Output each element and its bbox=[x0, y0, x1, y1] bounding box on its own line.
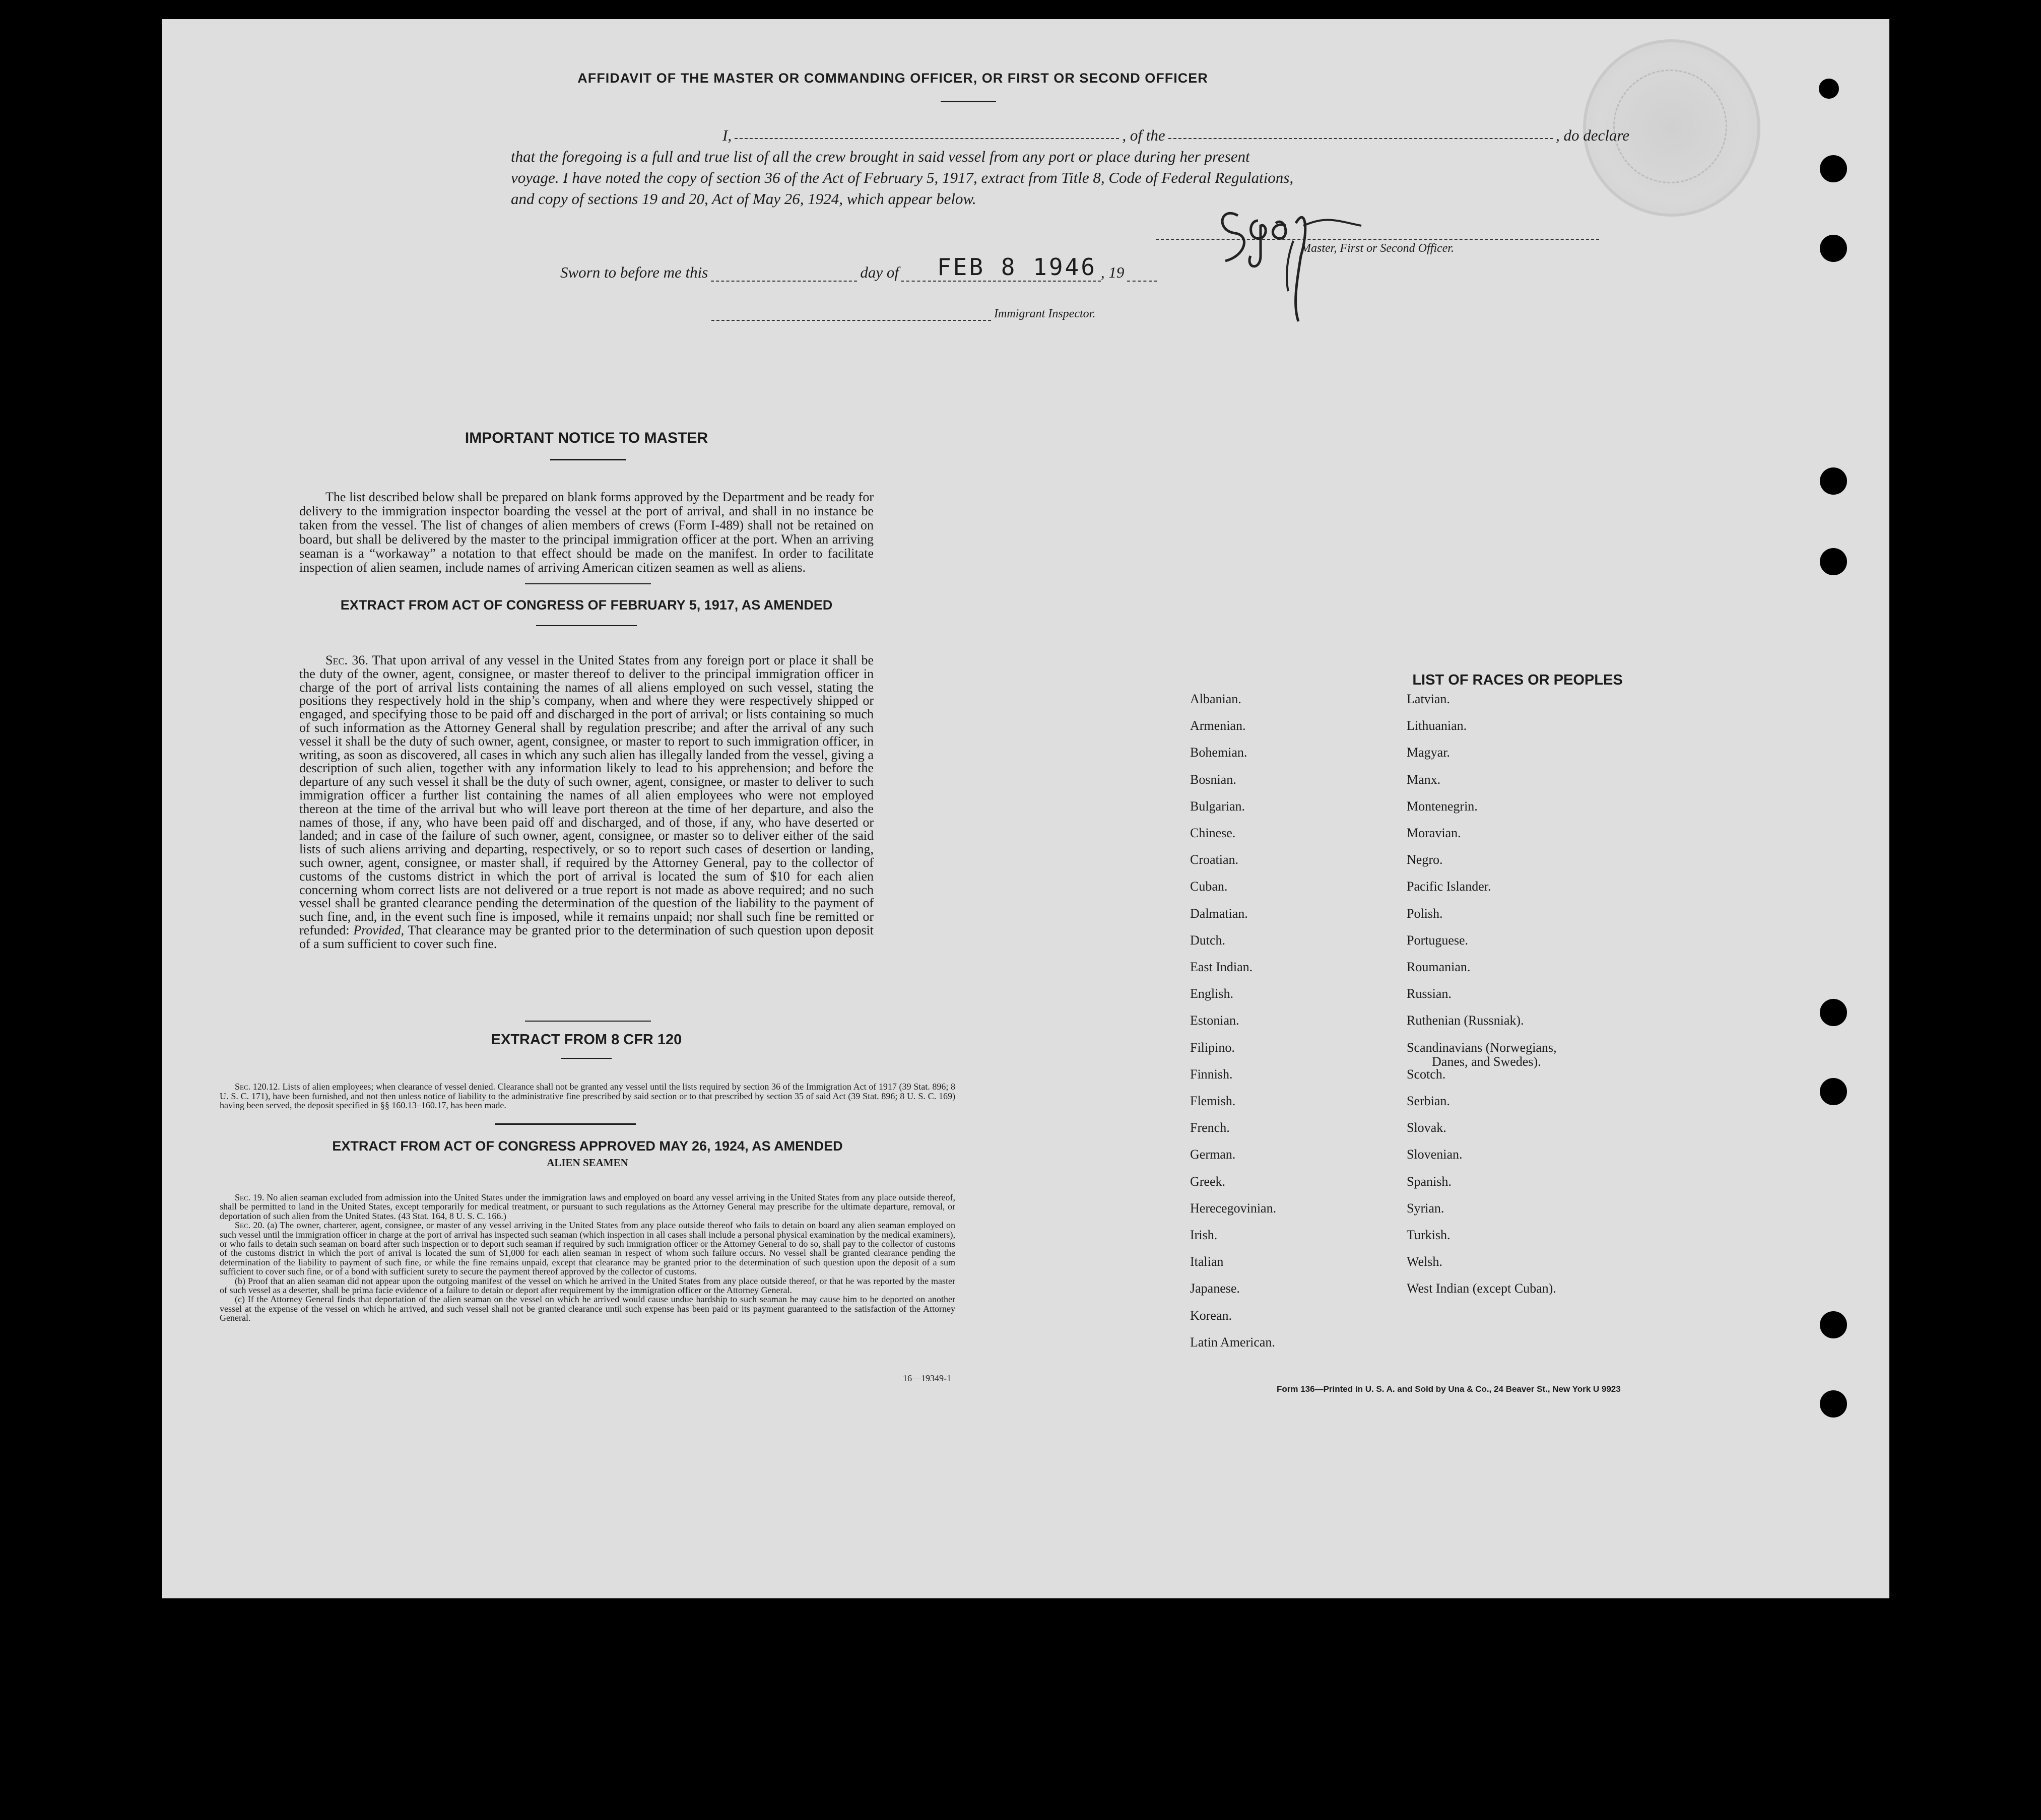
inspector-label: Immigrant Inspector. bbox=[994, 307, 1096, 320]
binder-hole bbox=[1819, 79, 1839, 99]
month-blank bbox=[901, 271, 931, 282]
race-item: Welsh. bbox=[1407, 1254, 1442, 1269]
notice-title: IMPORTANT NOTICE TO MASTER bbox=[465, 430, 708, 446]
year-blank bbox=[1127, 271, 1157, 282]
races-title: LIST OF RACES OR PEOPLES bbox=[1412, 672, 1623, 688]
binder-hole bbox=[1820, 155, 1847, 182]
race-item: Bosnian. bbox=[1190, 772, 1236, 787]
form-number: 16—19349-1 bbox=[903, 1373, 951, 1383]
form-page bbox=[162, 19, 1889, 1598]
race-item: Armenian. bbox=[1190, 718, 1246, 733]
cfr-title: EXTRACT FROM 8 CFR 120 bbox=[491, 1032, 682, 1048]
race-item: German. bbox=[1190, 1147, 1236, 1162]
race-item: Chinese. bbox=[1190, 826, 1236, 840]
year-text: , 19 bbox=[1100, 263, 1125, 281]
race-item: Danes, and Swedes). bbox=[1432, 1054, 1541, 1069]
affidavit-do-declare: , do declare bbox=[1555, 126, 1630, 144]
handwritten-signature bbox=[1210, 185, 1371, 336]
binder-hole bbox=[1820, 1078, 1847, 1105]
race-item: Lithuanian. bbox=[1407, 718, 1467, 733]
sec36-body bbox=[299, 654, 874, 951]
affidavit-text bbox=[511, 125, 1629, 210]
affidavit-of-the: , of the bbox=[1122, 126, 1165, 144]
binder-hole bbox=[1820, 999, 1847, 1026]
binder-hole bbox=[1820, 1390, 1847, 1418]
race-item: Roumanian. bbox=[1407, 960, 1471, 974]
sec36-text: That upon arrival of any vessel in the United States from any foreign port or place it shall be the duty of the owner, agent, consignee, or master thereof to deliver to the principal immigration officer in charge of the port of arrival lists containing the names of all aliens employed on such vessel, stating the positions they respectively hold in the ship’s company, when and where they were respectively shipped or engaged, and specifying those to be paid off and discharged in the port of arrival; or lists containing so much of such information as the Attorney General shall by regulation prescribe; and after the arrival of any such vessel it shall be the duty of such owner, agent, consignee, or master to report to such immigration officer, in writing, as soon as discovered, all cases in which any such alien has illegally landed from the vessel, giving a description of such alien, together with any information likely to lead to his apprehension; and before the departure of any such vessel it shall be the duty of such owner, agent, consignee, or master to deliver to such immigration officer a further list containing the names of all alien employees who were not employed thereon at the time of the arrival but who will leave port thereon at the time of her departure, and also the names of those, if any, who have been paid off and discharged, and of those, if any, who have deserted or landed; and in case of the failure of such owner, agent, consignee, or master so to deliver either of the said lists of such aliens arriving and departing, respectively, or so to report such cases of desertion or landing, such owner, agent, consignee, or master shall, if required by the Attorney General, pay to the collector of customs of the customs district in which the port of arrival is located the sum of $10 for each alien concerning whom correct lists are not delivered or a true report is not made as above required; and no such vessel shall be granted clearance pending the determination of the question of the liability to the payment of such fine, and, in the event such fine is imposed, while it remains unpaid; nor shall such fine be remitted or refunded: bbox=[299, 653, 874, 937]
race-item: Albanian. bbox=[1190, 692, 1241, 706]
notice-body bbox=[299, 490, 874, 575]
act1924-body bbox=[220, 1193, 955, 1323]
affidavit-title: AFFIDAVIT OF THE MASTER OR COMMANDING OFFICER, OR FIRST OR SECOND OFFICER bbox=[577, 71, 1208, 86]
affidavit-line-2: that the foregoing is a full and true list of all the crew brought in said vessel from any port or place during her present bbox=[511, 148, 1250, 165]
binder-hole bbox=[1820, 548, 1847, 575]
race-item: Montenegrin. bbox=[1407, 798, 1478, 814]
race-item: Syrian. bbox=[1407, 1200, 1444, 1216]
race-item: Estonian. bbox=[1190, 1013, 1239, 1028]
sec36-bottom-rule bbox=[525, 1021, 651, 1022]
sec20c-paragraph bbox=[220, 1295, 955, 1322]
race-item: Slovenian. bbox=[1407, 1147, 1463, 1162]
race-item: Scandinavians (Norwegians, bbox=[1407, 1040, 1557, 1055]
race-item: Spanish. bbox=[1407, 1174, 1452, 1189]
race-item: East Indian. bbox=[1190, 960, 1253, 974]
race-item: Dutch. bbox=[1190, 932, 1226, 948]
notice-bottom-rule bbox=[525, 583, 651, 584]
sec36-text-end: That clearance may be granted prior to the determination of such question upon deposit of a sum sufficient to cover such fine. bbox=[299, 922, 874, 951]
cfr-bottom-rule bbox=[495, 1123, 636, 1125]
race-item: Latin American. bbox=[1190, 1334, 1275, 1350]
act1917-title: EXTRACT FROM ACT OF CONGRESS OF FEBRUARY 5, 1917, AS AMENDED bbox=[340, 597, 833, 613]
sworn-line bbox=[560, 253, 1157, 282]
affidavit-i: I, bbox=[722, 126, 732, 144]
race-item: Turkish. bbox=[1407, 1228, 1451, 1242]
race-item: Dalmatian. bbox=[1190, 906, 1248, 921]
sec36-provided: Provided, bbox=[353, 922, 405, 937]
act1924-subtitle: ALIEN SEAMEN bbox=[547, 1157, 628, 1169]
race-item: Irish. bbox=[1190, 1228, 1218, 1242]
cfr-sec-label: Sec. 120.12. bbox=[235, 1082, 280, 1092]
race-item: French. bbox=[1190, 1120, 1230, 1135]
sec20b-paragraph bbox=[220, 1276, 955, 1295]
race-item: Magyar. bbox=[1407, 745, 1450, 760]
race-item: Manx. bbox=[1407, 772, 1441, 787]
master-label: Master, First or Second Officer. bbox=[1301, 242, 1454, 255]
sworn-text: Sworn to before me this bbox=[560, 263, 708, 281]
race-item: Korean. bbox=[1190, 1308, 1232, 1323]
race-item: Slovak. bbox=[1407, 1120, 1446, 1135]
race-item: Negro. bbox=[1407, 852, 1443, 867]
race-item: Pacific Islander. bbox=[1407, 879, 1491, 894]
binder-hole bbox=[1820, 1311, 1847, 1338]
race-item: Japanese. bbox=[1190, 1281, 1240, 1296]
race-item: Croatian. bbox=[1190, 852, 1239, 867]
race-item: Finnish. bbox=[1190, 1066, 1233, 1082]
act1917-rule bbox=[536, 625, 637, 626]
race-item: Greek. bbox=[1190, 1174, 1226, 1189]
cfr-body bbox=[220, 1082, 955, 1110]
vessel-blank bbox=[1168, 125, 1553, 139]
sec19-label: Sec. 19. bbox=[235, 1192, 265, 1202]
seal-ring bbox=[1613, 70, 1727, 183]
race-item: Moravian. bbox=[1407, 826, 1461, 840]
date-stamp: FEB 8 1946 bbox=[933, 253, 1101, 282]
race-item: Filipino. bbox=[1190, 1040, 1235, 1055]
race-item: English. bbox=[1190, 986, 1233, 1001]
day-blank bbox=[711, 271, 857, 282]
race-item: Latvian. bbox=[1407, 692, 1450, 706]
sec20c-text: (c) If the Attorney General finds that deportation of the alien seaman on the vessel on which he arrived would cause undue hardship to such seaman he may cause him to be deported on another vessel at the expense of the vessel on which he arrived, and such vessel shall not be granted clearance until such expense has been paid or its payment guaranteed to the satisfaction of the Attorney General. bbox=[220, 1294, 955, 1323]
inspector-block bbox=[711, 307, 1095, 321]
sec20a-paragraph bbox=[220, 1221, 955, 1276]
race-item: Polish. bbox=[1407, 906, 1443, 921]
sec20b-text: (b) Proof that an alien seaman did not appear upon the outgoing manifest of the vessel on which he arrived in the United States from any place outside thereof, or that he was reported by the master of such vessel as a deserter, shall be prima facie evidence of a failure to detain or deport after requirement by the immigration officer or the Attorney General. bbox=[220, 1275, 955, 1296]
binder-hole bbox=[1820, 235, 1847, 262]
binder-hole bbox=[1820, 467, 1847, 495]
race-item: Portuguese. bbox=[1407, 932, 1469, 948]
printer-footnote: Form 136—Printed in U. S. A. and Sold by Una & Co., 24 Beaver St., New York U 9923 bbox=[1277, 1384, 1621, 1394]
affidavit-line-1 bbox=[511, 125, 1629, 146]
race-item: Bohemian. bbox=[1190, 745, 1247, 760]
race-item: Serbian. bbox=[1407, 1094, 1450, 1108]
sec19-paragraph bbox=[220, 1193, 955, 1221]
race-item: Cuban. bbox=[1190, 879, 1228, 894]
name-blank bbox=[735, 125, 1119, 139]
race-item: Bulgarian. bbox=[1190, 798, 1245, 814]
race-item: West Indian (except Cuban). bbox=[1407, 1281, 1556, 1296]
notice-text: The list described below shall be prepared on blank forms approved by the Department and be ready for delivery to the immigration inspector boarding the vessel at the port of arrival, and shall in no instance be taken from the vessel. The list of changes of alien members of crews (Form I-489) shall not be retained on board, but shall be delivered by the master to the principal immigration officer at the port. When an arriving seaman is a “workaway” a notation to that effect should be made on the manifest. In order to facilitate inspection of alien seamen, include names of arriving American citizen seamen as well as aliens. bbox=[299, 490, 874, 575]
inspector-signature-line bbox=[711, 314, 991, 321]
race-item: Flemish. bbox=[1190, 1094, 1236, 1108]
affidavit-line-4: and copy of sections 19 and 20, Act of May 26, 1924, which appear below. bbox=[511, 190, 976, 208]
act1924-title: EXTRACT FROM ACT OF CONGRESS APPROVED MAY 26, 1924, AS AMENDED bbox=[332, 1138, 843, 1154]
cfr-rule bbox=[561, 1058, 612, 1059]
sec19-text: No alien seaman excluded from admission into the United States under the immigration laws and employed on board any vessel arriving in the United States from any place outside thereof, shall be permitted to land in the United States, except temporarily for medical treatment, or pursuant to such regulations as the Attorney General may prescribe for the ultimate departure, removal, or deportation of such alien from the United States. (43 Stat. 164, 8 U. S. C. 166.) bbox=[220, 1192, 955, 1221]
title-rule bbox=[941, 101, 996, 102]
race-item: Ruthenian (Russniak). bbox=[1407, 1013, 1524, 1028]
race-item: Herecegovinian. bbox=[1190, 1200, 1277, 1216]
race-item: Scotch. bbox=[1407, 1066, 1446, 1082]
race-item: Italian bbox=[1190, 1254, 1224, 1269]
notice-rule bbox=[550, 459, 626, 460]
cfr-text: Lists of alien employees; when clearance of vessel denied. Clearance shall not be granted any vessel until the lists required by section 36 of the Immigration Act of 1917 (39 Stat. 896; 8 U. S. C. 171), have been furnished, and not then unless notice of liability to the administrative fine prescribed by said section or to that prescribed by section 35 of said Act (39 Stat. 896; 8 U. S. C. 169) having been served, the deposit specified in §§ 160.13–160.17, has been made. bbox=[220, 1082, 956, 1110]
sec20-label: Sec. 20. bbox=[235, 1220, 265, 1231]
sec36-label: Sec. 36. bbox=[325, 653, 368, 667]
race-item: Russian. bbox=[1407, 986, 1452, 1001]
day-of-text: day of bbox=[860, 263, 899, 281]
affidavit-line-3: voyage. I have noted the copy of section 36 of the Act of February 5, 1917, extract from Title 8, Code of Federal Regulations, bbox=[511, 169, 1294, 186]
sec20a-text: (a) The owner, charterer, agent, consignee, or master of any vessel arriving in the United States from any place outside thereof who fails to detain on board any alien seaman employed on such vessel until the immigration officer in charge at the port of arrival has inspected such seaman (which inspection in all cases shall include a personal physical examination by the medical examiners), or who fails to detain such seaman on board after such inspection or to deport such seaman if required by such immigration officer or the Attorney General to do so, shall pay to the collector of customs of the customs district in which the port of arrival is located the sum of $1,000 for each alien seaman in respect of whom such failure occurs. No vessel shall be granted clearance pending the determination of the liability to payment of such fine, or while the fine remains unpaid, except that clearance may be granted prior to the determination of such question upon the deposit of a sum sufficient to cover such fine, or of a bond with sufficient surety to secure the payment thereof approved by the collector of customs. bbox=[220, 1220, 956, 1277]
